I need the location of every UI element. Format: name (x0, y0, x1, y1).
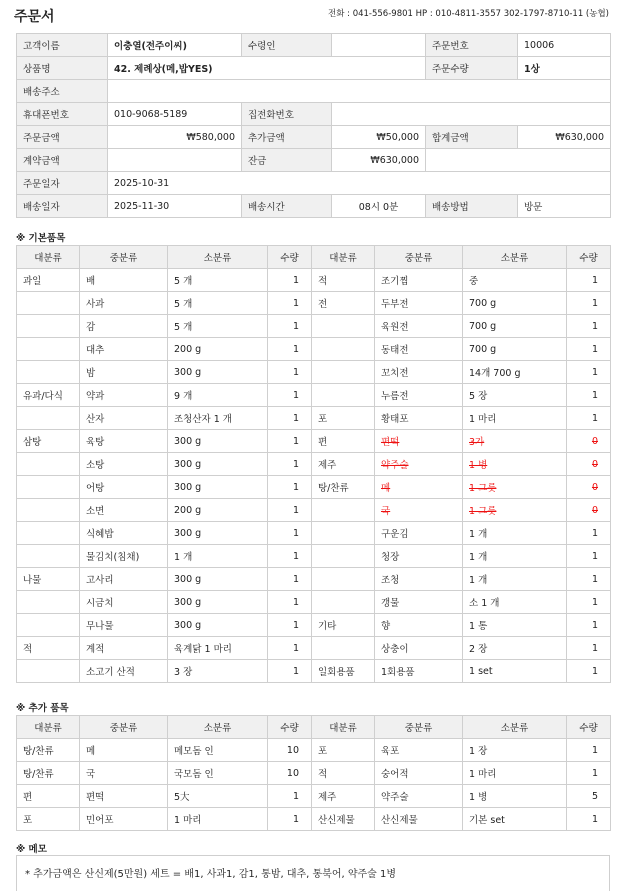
mobile-value: 010-9068-5189 (108, 103, 242, 126)
table-cell: 1 (268, 292, 312, 315)
table-row (17, 568, 611, 591)
table-cell: 약과 (80, 384, 168, 407)
table-cell: 적 (17, 637, 80, 660)
struck-text: 3가 (469, 437, 485, 448)
column-header: 소분류 (463, 246, 567, 269)
table-cell: 1 (567, 292, 611, 315)
table-row (17, 522, 611, 545)
table-cell (375, 453, 463, 476)
table-cell (312, 568, 375, 591)
table-cell: 시금치 (80, 591, 168, 614)
table-cell: 포 (312, 407, 375, 430)
table-cell: 1 (268, 499, 312, 522)
table-cell: 1 (567, 808, 611, 831)
column-header: 수량 (567, 246, 611, 269)
table-cell: 1 (268, 660, 312, 683)
table-row (17, 808, 611, 831)
order-date-label: 주문일자 (17, 172, 108, 195)
deposit-value (108, 149, 242, 172)
order-no-value: 10006 (518, 34, 611, 57)
table-cell: 3 장 (168, 660, 268, 683)
table-cell: 1 개 (463, 545, 567, 568)
table-cell: 육포 (375, 739, 463, 762)
table-row (17, 430, 611, 453)
table-cell: 감 (80, 315, 168, 338)
table-cell: 300 g (168, 430, 268, 453)
table-cell: 산신제물 (312, 808, 375, 831)
table-cell (17, 361, 80, 384)
table-cell: 1 (567, 660, 611, 683)
table-cell: 탕/찬류 (17, 739, 80, 762)
table-cell: 1 개 (463, 522, 567, 545)
table-row (17, 361, 611, 384)
table-cell (463, 499, 567, 522)
table-cell (17, 292, 80, 315)
table-cell: 밤 (80, 361, 168, 384)
table-cell: 제주 (312, 785, 375, 808)
table-cell: 산신제물 (375, 808, 463, 831)
struck-text: 메 (381, 483, 391, 494)
table-cell: 상충이 (375, 637, 463, 660)
order-no-label: 주문번호 (426, 34, 518, 57)
ship-time-value: 08시 0분 (332, 195, 426, 218)
table-row (17, 338, 611, 361)
table-cell: 청장 (375, 545, 463, 568)
table-cell: 소면 (80, 499, 168, 522)
table-cell: 삼탕 (17, 430, 80, 453)
table-row (17, 545, 611, 568)
struck-text: 국 (381, 506, 391, 517)
table-cell: 1 (268, 407, 312, 430)
table-cell: 전 (312, 292, 375, 315)
table-cell: 1 (268, 785, 312, 808)
table-cell: 소고기 산적 (80, 660, 168, 683)
column-header: 중분류 (80, 246, 168, 269)
customer-value: 이충열(전주이씨) (108, 34, 242, 57)
total-value: ₩630,000 (518, 126, 611, 149)
table-cell: 조기찜 (375, 269, 463, 292)
table-cell: 700 g (463, 338, 567, 361)
table-row (17, 660, 611, 683)
ship-method-label: 배송방법 (426, 195, 518, 218)
struck-text: 0 (591, 481, 598, 493)
qty-value: 1상 (518, 57, 611, 80)
table-cell: 1 (567, 762, 611, 785)
struck-text: 편떡 (381, 437, 400, 448)
table-row (17, 785, 611, 808)
table-cell: 1 (567, 591, 611, 614)
table-cell: 1 (567, 614, 611, 637)
table-cell: 1 (268, 522, 312, 545)
extra-items-table (16, 715, 611, 831)
table-cell: 5 개 (168, 269, 268, 292)
table-row (17, 499, 611, 522)
basic-items-table (16, 245, 611, 683)
table-cell: 1 개 (168, 545, 268, 568)
table-cell: 국모돔 인 (168, 762, 268, 785)
table-row (17, 384, 611, 407)
table-cell: 탕/찬류 (312, 476, 375, 499)
table-cell (312, 545, 375, 568)
table-cell: 나물 (17, 568, 80, 591)
contact-info: 전화 : 041-556-9801 HP : 010-4811-3557 302-1797-8710-11 (농협) (328, 9, 609, 19)
table-cell (312, 338, 375, 361)
table-cell: 1 (268, 384, 312, 407)
table-cell: 1 통 (463, 614, 567, 637)
table-cell: 과일 (17, 269, 80, 292)
table-cell: 1 (268, 545, 312, 568)
table-row (17, 292, 611, 315)
table-cell: 포 (17, 808, 80, 831)
table-cell (312, 522, 375, 545)
table-cell: 메모돔 인 (168, 739, 268, 762)
table-row (17, 407, 611, 430)
table-cell: 300 g (168, 522, 268, 545)
table-cell (17, 591, 80, 614)
table-cell: 꼬치전 (375, 361, 463, 384)
table-cell: 두부전 (375, 292, 463, 315)
product-label: 상품명 (17, 57, 108, 80)
struck-text: 1 그릇 (469, 506, 497, 517)
table-cell: 조청 (375, 568, 463, 591)
customer-label: 고객이름 (17, 34, 108, 57)
table-cell: 무나물 (80, 614, 168, 637)
table-cell: 민어포 (80, 808, 168, 831)
extra-items-heading: ※ 추가 품목 (16, 703, 69, 714)
table-cell: 물김치(침채) (80, 545, 168, 568)
column-header: 중분류 (375, 716, 463, 739)
column-header: 수량 (567, 716, 611, 739)
table-cell: 기본 set (463, 808, 567, 831)
table-cell: 300 g (168, 614, 268, 637)
table-cell: 1 (567, 407, 611, 430)
column-header: 수량 (268, 246, 312, 269)
table-cell (312, 384, 375, 407)
table-cell: 2 장 (463, 637, 567, 660)
table-cell (375, 430, 463, 453)
table-cell: 기타 (312, 614, 375, 637)
table-row (17, 591, 611, 614)
home-phone-label: 집전화번호 (242, 103, 332, 126)
home-phone-value (332, 103, 611, 126)
table-cell: 1 마리 (463, 407, 567, 430)
table-cell: 조청산자 1 개 (168, 407, 268, 430)
table-cell: 국 (80, 762, 168, 785)
balance-value: ₩630,000 (332, 149, 426, 172)
table-cell: 탕/찬류 (17, 762, 80, 785)
table-cell (312, 315, 375, 338)
table-cell: 누름전 (375, 384, 463, 407)
total-label: 합계금액 (426, 126, 518, 149)
column-header: 대분류 (312, 716, 375, 739)
table-cell: 1 (567, 568, 611, 591)
table-cell: 1 (567, 361, 611, 384)
table-cell (17, 476, 80, 499)
table-cell: 300 g (168, 591, 268, 614)
table-cell (17, 660, 80, 683)
table-cell (312, 361, 375, 384)
table-cell: 5 (567, 785, 611, 808)
table-cell: 14개 700 g (463, 361, 567, 384)
table-cell: 어탕 (80, 476, 168, 499)
table-cell: 5大 (168, 785, 268, 808)
table-cell (375, 476, 463, 499)
table-cell: 약주술 (375, 785, 463, 808)
table-cell: 편 (17, 785, 80, 808)
product-value: 42. 제례상(메,밥YES) (108, 57, 426, 80)
table-cell: 1 (268, 338, 312, 361)
ship-time-label: 배송시간 (242, 195, 332, 218)
struck-text: 약주술 (381, 460, 409, 471)
table-cell: 계적 (80, 637, 168, 660)
struck-text: 0 (591, 435, 598, 447)
order-date-value: 2025-10-31 (108, 172, 611, 195)
column-header: 소분류 (463, 716, 567, 739)
table-cell: 메 (80, 739, 168, 762)
table-cell: 포 (312, 739, 375, 762)
table-cell: 고사리 (80, 568, 168, 591)
table-cell: 1 (268, 361, 312, 384)
table-cell: 식혜밥 (80, 522, 168, 545)
table-row (17, 614, 611, 637)
receiver-label: 수령인 (242, 34, 332, 57)
table-cell: 적 (312, 762, 375, 785)
table-cell: 300 g (168, 568, 268, 591)
extra-label: 추가금액 (242, 126, 332, 149)
extra-value: ₩50,000 (332, 126, 426, 149)
page-title: 주문서 (14, 9, 55, 25)
table-cell: 동태전 (375, 338, 463, 361)
balance-label: 잔금 (242, 149, 332, 172)
empty-cell (426, 149, 611, 172)
table-cell: 유과/다식 (17, 384, 80, 407)
order-info-table (16, 33, 611, 218)
table-cell: 5 개 (168, 292, 268, 315)
table-cell: 1 (268, 591, 312, 614)
table-cell: 300 g (168, 453, 268, 476)
table-cell: 사과 (80, 292, 168, 315)
table-cell: 소탕 (80, 453, 168, 476)
qty-label: 주문수량 (426, 57, 518, 80)
table-cell: 9 개 (168, 384, 268, 407)
table-cell: 중 (463, 269, 567, 292)
address-label: 배송주소 (17, 80, 108, 103)
table-cell: 일회용품 (312, 660, 375, 683)
table-cell: 1 set (463, 660, 567, 683)
table-cell: 육원전 (375, 315, 463, 338)
table-row (17, 453, 611, 476)
table-row (17, 762, 611, 785)
table-cell (312, 499, 375, 522)
table-cell: 산자 (80, 407, 168, 430)
table-cell: 1 (268, 568, 312, 591)
table-row (17, 637, 611, 660)
table-cell: 1 (268, 315, 312, 338)
table-cell: 1 마리 (463, 762, 567, 785)
column-header: 소분류 (168, 716, 268, 739)
column-header: 수량 (268, 716, 312, 739)
table-row (17, 476, 611, 499)
table-cell (567, 430, 611, 453)
table-cell: 1 (268, 269, 312, 292)
receiver-value (332, 34, 426, 57)
table-cell: 구운김 (375, 522, 463, 545)
table-cell (463, 453, 567, 476)
table-row (17, 269, 611, 292)
table-cell: 1 병 (463, 785, 567, 808)
table-cell: 소 1 개 (463, 591, 567, 614)
table-cell: 1 (567, 338, 611, 361)
table-cell: 1 (268, 430, 312, 453)
table-cell (17, 614, 80, 637)
mobile-label: 휴대폰번호 (17, 103, 108, 126)
struck-text: 1 병 (469, 460, 488, 471)
deposit-label: 계약금액 (17, 149, 108, 172)
table-cell: 1 (567, 637, 611, 660)
column-header: 중분류 (80, 716, 168, 739)
table-cell: 1 (567, 522, 611, 545)
column-header: 소분류 (168, 246, 268, 269)
table-cell: 5 개 (168, 315, 268, 338)
column-header: 대분류 (17, 716, 80, 739)
table-cell: 향 (375, 614, 463, 637)
table-cell: 1 (567, 739, 611, 762)
table-cell (312, 591, 375, 614)
ship-date-value: 2025-11-30 (108, 195, 242, 218)
table-cell: 700 g (463, 292, 567, 315)
table-cell (17, 338, 80, 361)
table-cell: 편떡 (80, 785, 168, 808)
table-cell (17, 453, 80, 476)
table-cell: 1 개 (463, 568, 567, 591)
table-cell (17, 499, 80, 522)
table-cell: 10 (268, 739, 312, 762)
table-cell: 300 g (168, 361, 268, 384)
table-cell: 황태포 (375, 407, 463, 430)
table-cell: 1 (268, 476, 312, 499)
table-cell: 1 (567, 315, 611, 338)
table-cell (17, 315, 80, 338)
table-cell (463, 476, 567, 499)
table-cell: 700 g (463, 315, 567, 338)
table-cell: 적 (312, 269, 375, 292)
table-cell: 배 (80, 269, 168, 292)
table-cell (17, 407, 80, 430)
ship-method-value: 방문 (518, 195, 611, 218)
table-cell: 200 g (168, 499, 268, 522)
table-cell (567, 453, 611, 476)
table-cell: 1 장 (463, 739, 567, 762)
memo-heading: ※ 메모 (16, 844, 47, 855)
table-cell: 1 (567, 545, 611, 568)
struck-text: 0 (591, 504, 598, 516)
table-cell: 육계닭 1 마리 (168, 637, 268, 660)
table-cell (567, 499, 611, 522)
column-header: 대분류 (312, 246, 375, 269)
table-cell: 300 g (168, 476, 268, 499)
table-cell: 1 (268, 453, 312, 476)
table-cell: 1 (567, 269, 611, 292)
amount-value: ₩580,000 (108, 126, 242, 149)
table-cell: 육탕 (80, 430, 168, 453)
table-cell: 1 (268, 808, 312, 831)
table-cell (17, 545, 80, 568)
table-cell: 제주 (312, 453, 375, 476)
table-cell: 5 장 (463, 384, 567, 407)
memo-text: * 추가금액은 산신제(5만원) 세트 = 배1, 사과1, 감1, 통밤, 대추, 통북어, 약주술 1병 (25, 869, 397, 880)
address-value (108, 80, 611, 103)
column-header: 중분류 (375, 246, 463, 269)
table-cell: 10 (268, 762, 312, 785)
table-cell: 대추 (80, 338, 168, 361)
table-cell: 200 g (168, 338, 268, 361)
table-cell: 숭어적 (375, 762, 463, 785)
table-cell: 갱물 (375, 591, 463, 614)
ship-date-label: 배송일자 (17, 195, 108, 218)
table-cell (567, 476, 611, 499)
table-cell (17, 522, 80, 545)
table-row (17, 315, 611, 338)
table-cell (463, 430, 567, 453)
table-row (17, 739, 611, 762)
amount-label: 주문금액 (17, 126, 108, 149)
memo-box (16, 855, 610, 891)
table-cell: 1 (567, 384, 611, 407)
table-cell: 1 마리 (168, 808, 268, 831)
struck-text: 1 그릇 (469, 483, 497, 494)
struck-text: 0 (591, 458, 598, 470)
table-cell: 1 (268, 614, 312, 637)
table-cell: 1회용품 (375, 660, 463, 683)
table-cell: 1 (268, 637, 312, 660)
table-cell: 편 (312, 430, 375, 453)
table-cell (375, 499, 463, 522)
column-header: 대분류 (17, 246, 80, 269)
table-cell (312, 637, 375, 660)
basic-items-heading: ※ 기본품목 (16, 233, 66, 244)
